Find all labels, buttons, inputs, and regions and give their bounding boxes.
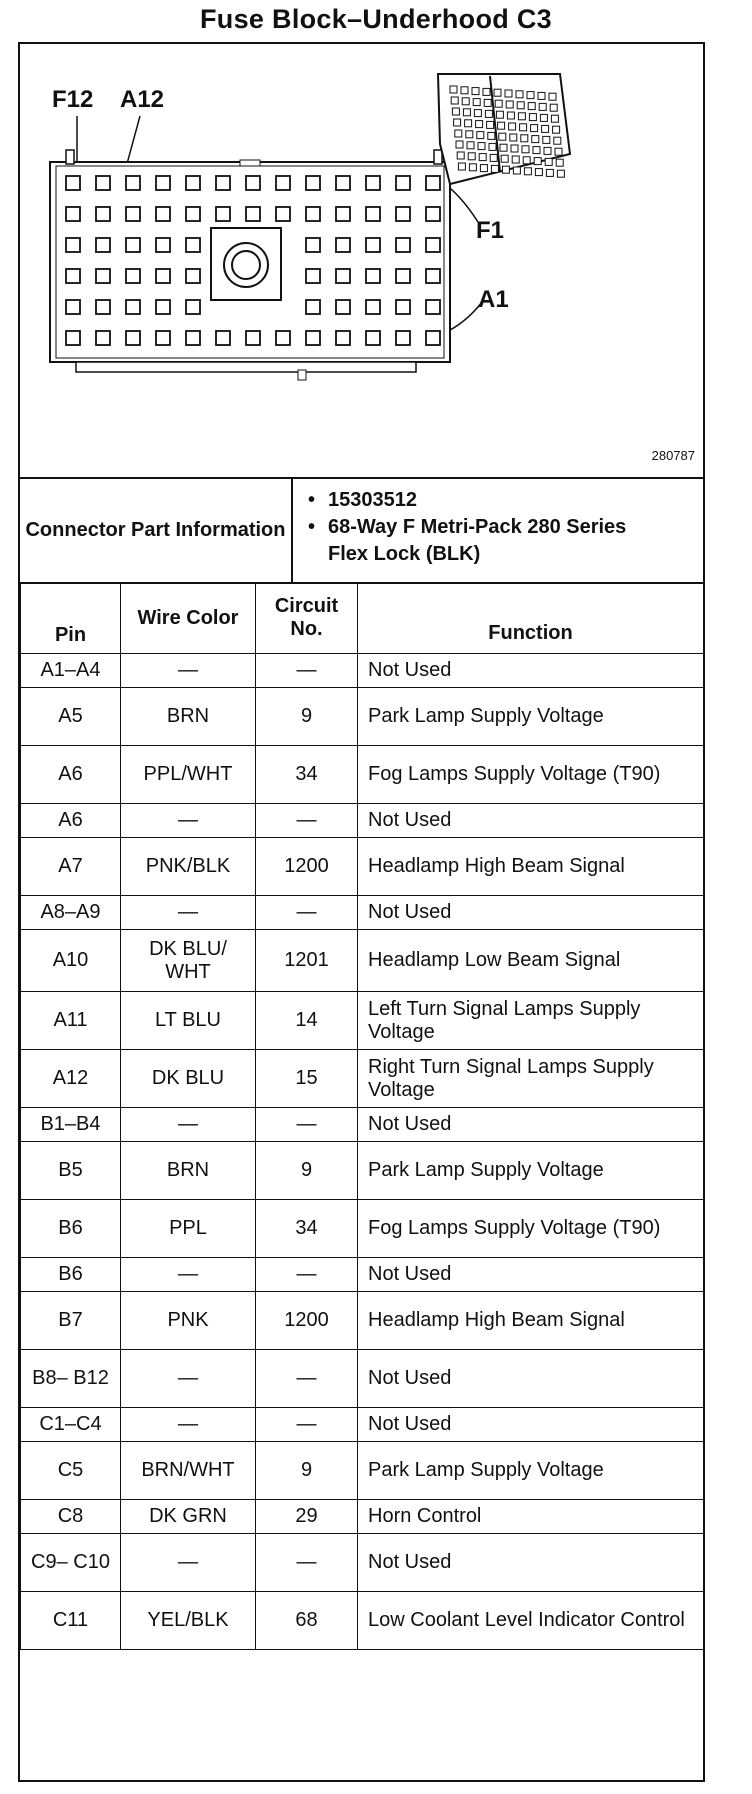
terminal-cavity — [396, 269, 410, 283]
thumbnail-cavity — [554, 137, 561, 144]
terminal-cavity — [426, 176, 440, 190]
cell-circuit-no: 34 — [256, 746, 358, 804]
terminal-cavity — [396, 300, 410, 314]
thumbnail-cavity — [518, 113, 525, 120]
thumbnail-cavity — [505, 90, 512, 97]
terminal-cavity — [96, 238, 110, 252]
terminal-cavity — [306, 207, 320, 221]
thumbnail-cavity — [468, 153, 475, 160]
terminal-cavity — [426, 207, 440, 221]
cell-wire-color: DK BLU — [121, 1050, 256, 1108]
cell-pin: B5 — [21, 1142, 121, 1200]
cell-pin: A10 — [21, 930, 121, 992]
terminal-cavity — [186, 176, 200, 190]
terminal-cavity — [276, 207, 290, 221]
cell-circuit-no: — — [256, 1408, 358, 1442]
cell-pin: A11 — [21, 992, 121, 1050]
thumbnail-cavity — [523, 157, 530, 164]
table-row — [21, 688, 704, 746]
terminal-cavity — [216, 207, 230, 221]
thumbnail-cavity — [461, 87, 468, 94]
connector-info-list — [308, 487, 638, 568]
cell-circuit-no: 9 — [256, 688, 358, 746]
cell-wire-color: BRN/WHT — [121, 1442, 256, 1500]
table-row — [21, 654, 704, 688]
cell-function: Not Used — [358, 804, 704, 838]
figure-number: 280787 — [651, 448, 695, 463]
cell-function: Not Used — [358, 1108, 704, 1142]
terminal-cavity — [366, 331, 380, 345]
page-title: Fuse Block–Underhood C3 — [200, 4, 552, 34]
cell-circuit-no: 9 — [256, 1442, 358, 1500]
cell-function: Headlamp High Beam Signal — [358, 838, 704, 896]
table-row — [21, 1292, 704, 1350]
terminal-cavity — [396, 207, 410, 221]
connector-part-information — [20, 477, 703, 584]
latch-tab-left — [66, 150, 74, 164]
terminal-cavity — [66, 269, 80, 283]
connector-info-item — [308, 487, 638, 514]
cell-pin: C11 — [21, 1592, 121, 1650]
cell-function: Not Used — [358, 1350, 704, 1408]
cell-wire-color: — — [121, 896, 256, 930]
table-row — [21, 804, 704, 838]
terminal-cavity — [336, 238, 350, 252]
terminal-cavity — [186, 331, 200, 345]
cell-function: Park Lamp Supply Voltage — [358, 1142, 704, 1200]
bullet: • — [308, 516, 316, 538]
terminal-cavity — [276, 331, 290, 345]
connector-thumbnail — [438, 74, 570, 184]
label-f1: F1 — [476, 217, 505, 244]
cell-pin: C8 — [21, 1500, 121, 1534]
cell-function: Not Used — [358, 1258, 704, 1292]
cell-wire-color: PPL — [121, 1200, 256, 1258]
table-row — [21, 1108, 704, 1142]
cell-function: Not Used — [358, 1534, 704, 1592]
cell-circuit-no: — — [256, 804, 358, 838]
cell-circuit-no: — — [256, 896, 358, 930]
terminal-cavity — [396, 176, 410, 190]
terminal-cavity — [336, 269, 350, 283]
cell-circuit-no: — — [256, 1350, 358, 1408]
terminal-cavity — [126, 331, 140, 345]
terminal-cavity — [126, 238, 140, 252]
terminal-cavity — [96, 176, 110, 190]
cell-wire-color: — — [121, 654, 256, 688]
thumbnail-cavity — [484, 99, 491, 106]
table-row — [21, 1534, 704, 1592]
cell-function: Right Turn Signal Lamps Supply Voltage — [358, 1050, 704, 1108]
thumbnail-cavity — [535, 169, 542, 176]
table-row — [21, 930, 704, 992]
terminal-cavity — [306, 238, 320, 252]
thumbnail-cavity — [463, 109, 470, 116]
terminal-cavity — [96, 331, 110, 345]
table-row — [21, 896, 704, 930]
cell-function: Park Lamp Supply Voltage — [358, 1442, 704, 1500]
cell-function: Not Used — [358, 1408, 704, 1442]
terminal-cavity — [126, 176, 140, 190]
key-top — [240, 160, 260, 166]
thumbnail-cavity — [543, 136, 550, 143]
terminal-cavity — [66, 176, 80, 190]
bullet: • — [308, 489, 316, 511]
thumbnail-cavity — [499, 133, 506, 140]
terminal-cavity — [186, 300, 200, 314]
thumbnail-cavity — [487, 121, 494, 128]
thumbnail-cavity — [529, 114, 536, 121]
cell-pin: B1–B4 — [21, 1108, 121, 1142]
thumbnail-cavity — [556, 159, 563, 166]
thumbnail-cavity — [473, 99, 480, 106]
thumbnail-cavity — [545, 158, 552, 165]
cell-function: Headlamp Low Beam Signal — [358, 930, 704, 992]
center-bolt-inner — [232, 251, 260, 279]
connector-info-header: Connector Part Information — [20, 477, 293, 582]
cell-circuit-no: — — [256, 654, 358, 688]
thumbnail-cavity — [533, 147, 540, 154]
thumbnail-cavity — [539, 103, 546, 110]
cell-circuit-no: — — [256, 1258, 358, 1292]
cell-wire-color: — — [121, 804, 256, 838]
terminal-cavity — [186, 269, 200, 283]
cell-pin: A1–A4 — [21, 654, 121, 688]
thumbnail-cavity — [517, 102, 524, 109]
table-row — [21, 1142, 704, 1200]
column-header-circuit-no: Circuit No. — [256, 583, 358, 654]
thumbnail-cavity — [542, 125, 549, 132]
thumbnail-cavity — [478, 143, 485, 150]
thumbnail-cavity — [507, 112, 514, 119]
cell-function: Horn Control — [358, 1500, 704, 1534]
thumbnail-cavity — [491, 165, 498, 172]
terminal-cavity — [336, 176, 350, 190]
table-row — [21, 1442, 704, 1500]
table-row — [21, 992, 704, 1050]
thumbnail-cavity — [510, 134, 517, 141]
cell-wire-color: PPL/WHT — [121, 746, 256, 804]
terminal-cavity — [156, 207, 170, 221]
cell-circuit-no: 1200 — [256, 1292, 358, 1350]
pin-table — [20, 582, 704, 1650]
terminal-cavity — [336, 300, 350, 314]
label-a1: A1 — [478, 286, 509, 313]
thumbnail-cavity — [544, 147, 551, 154]
thumbnail-cavity — [527, 92, 534, 99]
column-header-pin: Pin — [21, 583, 121, 654]
terminal-cavity — [276, 176, 290, 190]
part-number: 15303512 — [328, 489, 417, 511]
cell-function: Not Used — [358, 896, 704, 930]
cell-pin: A6 — [21, 804, 121, 838]
cell-pin: B7 — [21, 1292, 121, 1350]
thumbnail-cavity — [506, 101, 513, 108]
terminal-cavity — [126, 300, 140, 314]
column-header-wire-color: Wire Color — [121, 583, 256, 654]
table-row — [21, 838, 704, 896]
terminal-cavity — [306, 300, 320, 314]
label-f12: F12 — [52, 86, 94, 113]
thumbnail-cavity — [522, 146, 529, 153]
cell-circuit-no: — — [256, 1108, 358, 1142]
thumbnail-cavity — [456, 141, 463, 148]
terminal-cavity — [306, 331, 320, 345]
thumbnail-cavity — [465, 120, 472, 127]
cell-circuit-no: 9 — [256, 1142, 358, 1200]
thumbnail-cavity — [455, 130, 462, 137]
connector-diagram — [20, 44, 703, 479]
thumbnail-cavity — [516, 91, 523, 98]
table-row — [21, 1592, 704, 1650]
thumbnail-cavity — [467, 142, 474, 149]
terminal-cavity — [156, 176, 170, 190]
cell-wire-color: BRN — [121, 688, 256, 746]
terminal-cavity — [426, 331, 440, 345]
thumbnail-cavity — [496, 111, 503, 118]
thumbnail-cavity — [549, 93, 556, 100]
thumbnail-cavity — [512, 156, 519, 163]
thumbnail-cavity — [450, 86, 457, 93]
terminal-cavity — [426, 238, 440, 252]
terminal-cavity — [336, 331, 350, 345]
thumbnail-cavity — [451, 97, 458, 104]
thumbnail-cavity — [469, 164, 476, 171]
thumbnail-cavity — [480, 165, 487, 172]
cell-wire-color: PNK/BLK — [121, 838, 256, 896]
terminal-cavity — [126, 269, 140, 283]
terminal-cavity — [96, 207, 110, 221]
terminal-cavity — [396, 238, 410, 252]
thumbnail-cavity — [540, 114, 547, 121]
thumbnail-cavity — [488, 132, 495, 139]
thumbnail-cavity — [489, 143, 496, 150]
thumbnail-cavity — [485, 110, 492, 117]
column-header-function: Function — [358, 583, 704, 654]
cell-pin: B8– B12 — [21, 1350, 121, 1408]
terminal-cavity — [366, 269, 380, 283]
cell-pin: C5 — [21, 1442, 121, 1500]
cell-pin: B6 — [21, 1258, 121, 1292]
bottom-tab — [298, 370, 306, 380]
connector-info-item — [308, 514, 638, 568]
terminal-cavity — [66, 207, 80, 221]
cell-function: Not Used — [358, 654, 704, 688]
cell-wire-color: YEL/BLK — [121, 1592, 256, 1650]
cell-pin: C1–C4 — [21, 1408, 121, 1442]
terminal-cavity — [246, 331, 260, 345]
terminal-cavity — [186, 238, 200, 252]
cell-circuit-no: 1200 — [256, 838, 358, 896]
thumbnail-cavity — [483, 88, 490, 95]
thumbnail-cavity — [476, 121, 483, 128]
thumbnail-cavity — [521, 135, 528, 142]
cell-function: Left Turn Signal Lamps Supply Voltage — [358, 992, 704, 1050]
thumbnail-cavity — [551, 115, 558, 122]
cell-wire-color: — — [121, 1408, 256, 1442]
thumbnail-cavity — [474, 110, 481, 117]
cell-wire-color: DK GRN — [121, 1500, 256, 1534]
connector-type: 68-Way F Metri-Pack 280 Series Flex Lock (BLK) — [328, 516, 627, 565]
terminal-cavity — [126, 207, 140, 221]
terminal-cavity — [66, 300, 80, 314]
cell-pin: A7 — [21, 838, 121, 896]
table-row — [21, 1500, 704, 1534]
thumbnail-cavity — [511, 145, 518, 152]
cell-circuit-no: — — [256, 1534, 358, 1592]
terminal-cavity — [366, 238, 380, 252]
terminal-cavity — [246, 176, 260, 190]
terminal-cavity — [66, 331, 80, 345]
connector-bottom-rail — [76, 362, 416, 372]
thumbnail-cavity — [557, 170, 564, 177]
terminal-cavity — [426, 300, 440, 314]
cell-circuit-no: 29 — [256, 1500, 358, 1534]
terminal-cavity — [156, 238, 170, 252]
cell-pin: A5 — [21, 688, 121, 746]
thumbnail-cavity — [501, 155, 508, 162]
cell-wire-color: DK BLU/ WHT — [121, 930, 256, 992]
cell-function: Low Coolant Level Indicator Control — [358, 1592, 704, 1650]
thumbnail-cavity — [538, 92, 545, 99]
thumbnail-cavity — [509, 123, 516, 130]
terminal-cavity — [336, 207, 350, 221]
table-row — [21, 1258, 704, 1292]
terminal-cavity — [396, 331, 410, 345]
thumbnail-cavity — [462, 98, 469, 105]
thumbnail-cavity — [500, 144, 507, 151]
terminal-cavity — [186, 207, 200, 221]
cell-function: Headlamp High Beam Signal — [358, 1292, 704, 1350]
thumbnail-cavity — [534, 158, 541, 165]
cell-wire-color: LT BLU — [121, 992, 256, 1050]
terminal-cavity — [366, 300, 380, 314]
terminal-cavity — [366, 207, 380, 221]
thumbnail-cavity — [553, 126, 560, 133]
terminal-cavity — [246, 207, 260, 221]
cell-pin: A6 — [21, 746, 121, 804]
terminal-cavity — [156, 300, 170, 314]
document-frame — [18, 42, 705, 1782]
terminal-cavity — [156, 269, 170, 283]
cell-function: Fog Lamps Supply Voltage (T90) — [358, 1200, 704, 1258]
terminal-cavity — [96, 300, 110, 314]
cell-circuit-no: 1201 — [256, 930, 358, 992]
thumbnail-cavity — [466, 131, 473, 138]
cell-pin: B6 — [21, 1200, 121, 1258]
thumbnail-cavity — [520, 124, 527, 131]
terminal-cavity — [66, 238, 80, 252]
thumbnail-cavity — [513, 167, 520, 174]
terminal-cavity — [426, 269, 440, 283]
pin-table-body — [21, 654, 704, 1650]
thumbnail-cavity — [555, 148, 562, 155]
thumbnail-cavity — [498, 122, 505, 129]
thumbnail-cavity — [524, 168, 531, 175]
table-row — [21, 1200, 704, 1258]
terminal-cavity — [306, 176, 320, 190]
terminal-cavity — [306, 269, 320, 283]
thumbnail-cavity — [495, 100, 502, 107]
cell-pin: A8–A9 — [21, 896, 121, 930]
cell-circuit-no: 14 — [256, 992, 358, 1050]
thumbnail-cavity — [532, 136, 539, 143]
terminal-cavity — [216, 331, 230, 345]
thumbnail-cavity — [477, 132, 484, 139]
thumbnail-cavity — [531, 125, 538, 132]
terminal-cavity — [96, 269, 110, 283]
cell-wire-color: — — [121, 1534, 256, 1592]
cell-wire-color: — — [121, 1108, 256, 1142]
thumbnail-cavity — [550, 104, 557, 111]
table-row — [21, 1350, 704, 1408]
connector-face-drawing — [20, 44, 703, 444]
cell-circuit-no: 15 — [256, 1050, 358, 1108]
cell-function: Park Lamp Supply Voltage — [358, 688, 704, 746]
cell-function: Fog Lamps Supply Voltage (T90) — [358, 746, 704, 804]
thumbnail-cavity — [502, 166, 509, 173]
thumbnail-cavity — [494, 89, 501, 96]
label-a12: A12 — [120, 86, 165, 113]
thumbnail-cavity — [457, 152, 464, 159]
table-row — [21, 1050, 704, 1108]
thumbnail-cavity — [528, 103, 535, 110]
thumbnail-cavity — [490, 154, 497, 161]
terminal-cavity — [156, 331, 170, 345]
thumbnail-cavity — [479, 154, 486, 161]
thumbnail-cavity — [452, 108, 459, 115]
cell-wire-color: BRN — [121, 1142, 256, 1200]
cell-pin: A12 — [21, 1050, 121, 1108]
table-header-row — [21, 583, 704, 654]
cell-wire-color: — — [121, 1350, 256, 1408]
thumbnail-cavity — [458, 163, 465, 170]
latch-tab-right — [434, 150, 442, 164]
cell-circuit-no: 34 — [256, 1200, 358, 1258]
thumbnail-cavity — [546, 169, 553, 176]
cell-pin: C9– C10 — [21, 1534, 121, 1592]
thumbnail-cavity — [472, 88, 479, 95]
terminal-cavity — [366, 176, 380, 190]
cell-wire-color: — — [121, 1258, 256, 1292]
cell-wire-color: PNK — [121, 1292, 256, 1350]
cell-circuit-no: 68 — [256, 1592, 358, 1650]
table-row — [21, 1408, 704, 1442]
terminal-cavity — [216, 176, 230, 190]
thumbnail-cavity — [454, 119, 461, 126]
table-row — [21, 746, 704, 804]
